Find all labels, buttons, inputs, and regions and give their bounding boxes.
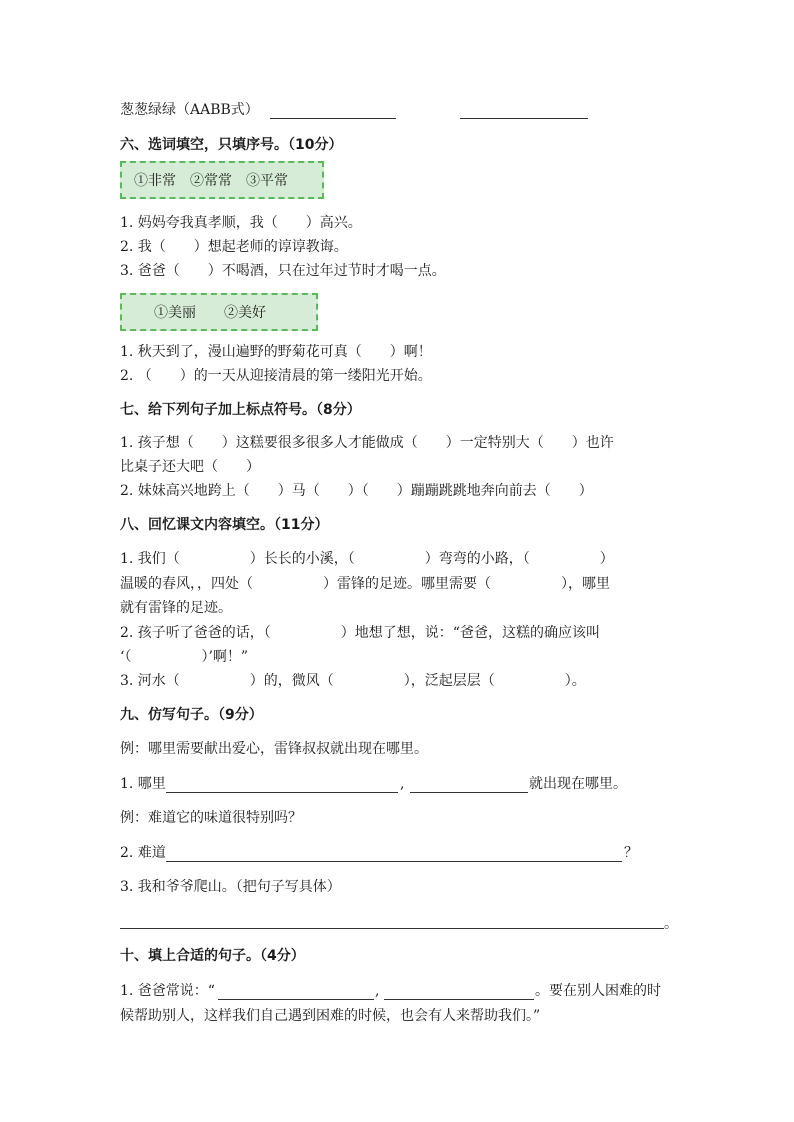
- section-10-title: 十、填上合适的句子。（4分）: [120, 948, 305, 964]
- sec6-question-5: 2. （ ）的一天从迎接清晨的第一缕阳光开始。: [120, 368, 432, 384]
- sec8-question-1-line-2: 温暖的春风，，四处（ ）雷锋的足迹。哪里需要（ ），哪里: [120, 576, 610, 592]
- sec8-question-1-line-3: 就有雷锋的足迹。: [120, 600, 232, 616]
- sec10-question-1-line-2: 候帮助别人，这样我们自己遇到困难的时候，也会有人来帮助我们。”: [120, 1008, 541, 1024]
- sec6-question-4: 1. 秋天到了，漫山遍野的野菊花可真（ ）啊！: [120, 344, 432, 360]
- section-8-title: 八、回忆课文内容填空。（11分）: [120, 517, 329, 533]
- sec8-question-2-line-1: 2. 孩子听了爸爸的话，（ ）地想了想，说：“爸爸，这糕的确应该叫: [120, 625, 600, 641]
- sec8-question-1-line-1: 1. 我们（ ）长长的小溪，（ ）弯弯的小路，（ ）: [120, 551, 614, 567]
- sec8-question-2-line-2: ‘（ ）’啊！”: [120, 649, 249, 665]
- sec10-question-1-start: 1. 爸爸常说：“: [120, 983, 215, 999]
- word-choice-box-1-text: ①非常 ②常常 ③平常: [134, 173, 288, 189]
- sec6-question-3: 3. 爸爸（ ）不喝酒，只在过年过节时才喝一点。: [120, 263, 446, 279]
- sec9-q1-end: 就出现在哪里。: [529, 776, 627, 792]
- section-7-title: 七、给下列句子加上标点符号。（8分）: [120, 402, 361, 418]
- word-choice-box-2: [120, 293, 318, 331]
- sec9-q1-comma: ,: [400, 776, 405, 792]
- sec10-q1-answer-line-2[interactable]: [384, 999, 534, 1000]
- word-choice-box-2-text: ①美丽 ②美好: [154, 305, 266, 321]
- sec9-question-3: 3. 我和爷爷爬山。（把句子写具体）: [120, 879, 341, 895]
- sec8-question-3: 3. 河水（ ）的，微风（ ），泛起层层（ ）。: [120, 673, 586, 689]
- section-9-title: 九、仿写句子。（9分）: [120, 707, 263, 723]
- sec10-q1-answer-line-1[interactable]: [218, 999, 374, 1000]
- sec9-q1-answer-line-2[interactable]: [410, 792, 528, 793]
- sec9-question-1-start: 1. 哪里: [120, 776, 166, 792]
- sec9-q3-end: 。: [664, 916, 678, 932]
- sec9-q1-answer-line-1[interactable]: [166, 792, 398, 793]
- sec10-q1-end: 。要在别人困难的时: [535, 983, 661, 999]
- sec9-q3-answer-line[interactable]: [120, 928, 664, 929]
- sec7-question-2: 2. 妹妹高兴地跨上（ ）马（ ）（ ）蹦蹦跳跳地奔向前去（ ）: [120, 483, 593, 499]
- sec9-q2-answer-line[interactable]: [166, 861, 622, 862]
- section-6-title: 六、选词填空，只填序号。（10分）: [120, 137, 343, 153]
- sec7-question-1-line-2: 比桌子还大吧（ ）: [120, 459, 260, 475]
- aabb-label: 葱葱绿绿（AABB式）: [120, 102, 259, 118]
- sec6-question-2: 2. 我（ ）想起老师的谆谆教诲。: [120, 239, 348, 255]
- sec10-q1-comma: ,: [375, 983, 380, 999]
- word-choice-box-1: [120, 161, 324, 199]
- sec9-q2-end: ？: [624, 845, 638, 861]
- sec7-question-1-line-1: 1. 孩子想（ ）这糕要很多很多人才能做成（ ）一定特别大（ ）也许: [120, 435, 614, 451]
- sec9-example-2: 例：难道它的味道很特别吗？: [120, 810, 302, 826]
- sec9-question-2-start: 2. 难道: [120, 845, 166, 861]
- aabb-answer-line-2[interactable]: [460, 118, 588, 119]
- aabb-answer-line-1[interactable]: [270, 118, 396, 119]
- sec9-example-1: 例：哪里需要献出爱心，雷锋叔叔就出现在哪里。: [120, 741, 428, 757]
- sec6-question-1: 1. 妈妈夸我真孝顺，我（ ）高兴。: [120, 215, 362, 231]
